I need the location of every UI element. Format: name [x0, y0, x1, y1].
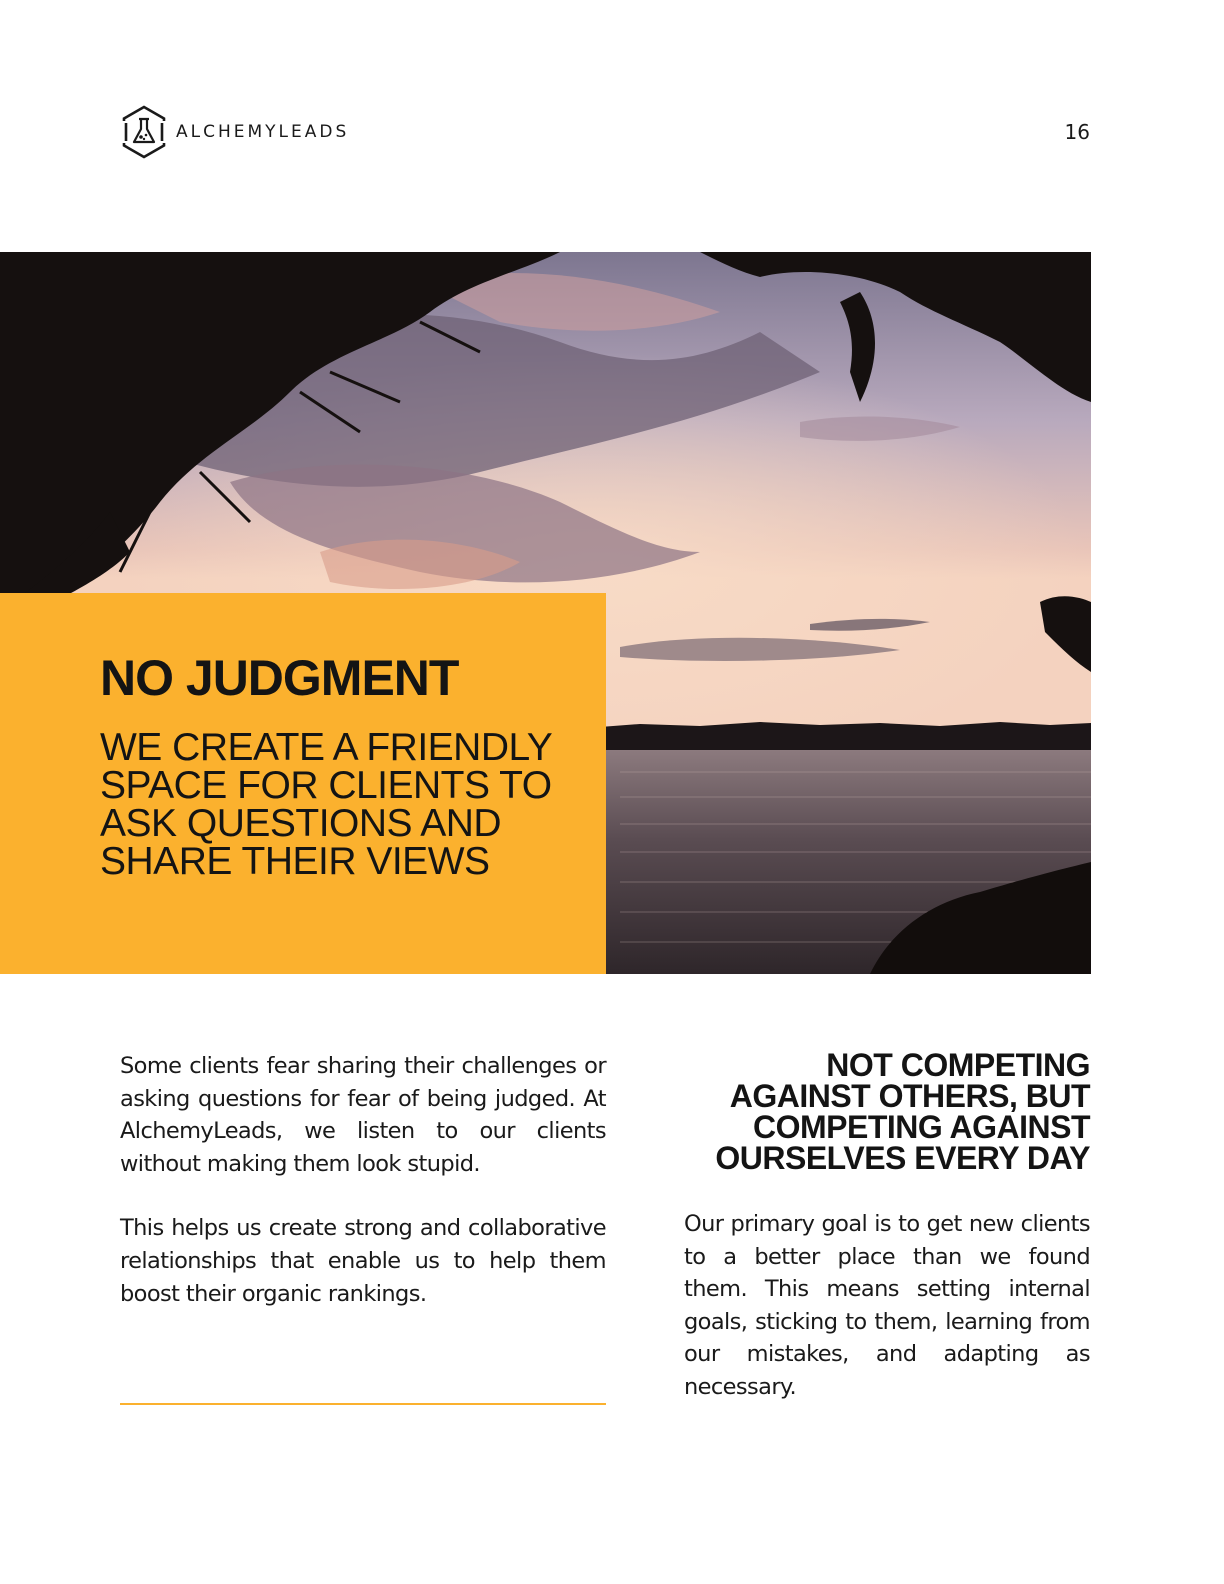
callout-box	[0, 593, 606, 974]
page-number: 16	[1064, 120, 1090, 144]
flask-hexagon-icon	[120, 104, 168, 160]
paragraph: This helps us create strong and collaborative relationships that enable us to help them boost their organic rankings.	[120, 1215, 606, 1307]
divider	[120, 1403, 606, 1405]
brand-logo	[120, 104, 349, 160]
right-column	[684, 1047, 1090, 1436]
brand-name: ALCHEMYLEADS	[176, 122, 350, 142]
paragraph: Our primary goal is to get new clients to a better place than we found them. This means setting internal goals, sticking to them, learning from our mistakes, and adapting as necessary.	[684, 1211, 1090, 1400]
callout-subtitle: WE CREATE A FRIENDLY SPACE FOR CLIENTS TO ASK QUESTIONS AND SHARE THEIR VIEWS	[100, 726, 552, 883]
left-column	[120, 1050, 606, 1342]
paragraph: Some clients fear sharing their challenges or asking questions for fear of being judged. At AlchemyLeads, we listen to our clients without making them look stupid.	[120, 1053, 606, 1177]
section-heading: NOT COMPETING AGAINST OTHERS, BUT COMPETING AGAINST OURSELVES EVERY DAY	[715, 1047, 1090, 1176]
callout-title: NO JUDGMENT	[100, 650, 459, 706]
